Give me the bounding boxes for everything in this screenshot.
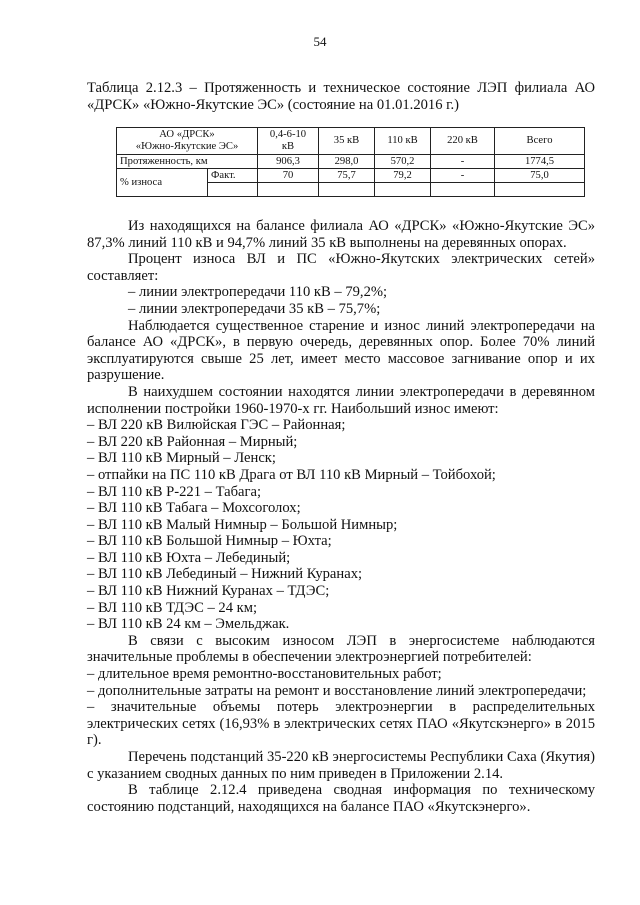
list-item: – линии электропередачи 110 кВ – 79,2%; [128, 284, 388, 301]
wear-label: % износа [117, 169, 208, 197]
list-item: – длительное время ремонтно-восстановительных работ; [87, 666, 442, 683]
paragraph: Процент износа ВЛ и ПС «Южно-Якутских электрических сетей» составляет: [87, 251, 595, 284]
paragraph: Наблюдается существенное старение и износ линий электропередачи на балансе АО «ДРСК», в первую очередь, деревянных опор. Более 70% линий эксплуатируются свыше 25 лет, имеет место массовое загнивание опор и их разрушение. [87, 317, 595, 384]
table-row-fact [117, 169, 585, 183]
paragraph: Из находящихся на балансе филиала АО «ДРСК» «Южно-Якутские ЭС» 87,3% линий 110 кВ и 94,7% линий 35 кВ выполнены на деревянных опорах. [87, 218, 595, 251]
header-voltage-low-line1: 0,4-6-10 [269, 129, 307, 140]
table-row-length [117, 155, 585, 169]
paragraph: В таблице 2.12.4 приведена сводная информация по техническому состоянию подстанций, находящихся на балансе ПАО «Якутскэнерго». [87, 782, 595, 815]
body-text [87, 218, 595, 815]
list-item: – ВЛ 110 кВ Юхта – Лебединый; [87, 549, 291, 566]
table-cell-empty [495, 183, 585, 197]
table-cell: 75,0 [495, 169, 585, 183]
header-org-line1: АО «ДРСК» [159, 129, 215, 140]
list-item: – ВЛ 110 кВ ТДЭС – 24 км; [87, 599, 258, 616]
paragraph: В связи с высоким износом ЛЭП в энергосистеме наблюдаются значительные проблемы в обеспечении электроэнергией потребителей: [87, 632, 595, 666]
list-item: – дополнительные затраты на ремонт и восстановление линий электропередачи; [87, 682, 587, 699]
list-item: – ВЛ 110 кВ Р-221 – Табага; [87, 483, 262, 500]
list-item: – линии электропередачи 35 кВ – 75,7%; [128, 300, 381, 317]
table-cell: 1774,5 [495, 155, 585, 169]
header-voltage-low-cell [258, 128, 319, 155]
header-110kv: 110 кВ [375, 128, 431, 155]
header-35kv: 35 кВ [319, 128, 375, 155]
table-cell-empty [258, 183, 319, 197]
table-cell: 79,2 [375, 169, 431, 183]
table-cell: - [431, 155, 495, 169]
paragraph: Перечень подстанций 35-220 кВ энергосистемы Республики Саха (Якутия) с указанием сводных данных по ним приведен в Приложении 2.14. [87, 749, 595, 782]
page-number: 54 [313, 34, 327, 49]
list-item: – ВЛ 110 кВ 24 км – Эмельджак. [87, 616, 290, 633]
list-item: – ВЛ 110 кВ Лебединый – Нижний Куранах; [87, 566, 363, 583]
table-header-row [117, 128, 585, 155]
list-item: – ВЛ 110 кВ Малый Нимныр – Большой Нимныр; [87, 516, 398, 533]
list-item: – ВЛ 110 кВ Нижний Куранах – ТДЭС; [87, 583, 330, 600]
row-length-label: Протяженность, км [117, 155, 258, 169]
fact-label: Факт. [208, 169, 258, 183]
table-cell: 75,7 [319, 169, 375, 183]
table-cell: 298,0 [319, 155, 375, 169]
table-cell-empty [319, 183, 375, 197]
table-cell: 906,3 [258, 155, 319, 169]
paragraph: В наихудшем состоянии находятся линии электропередачи в деревянном исполнении постройки 1960-1970-х гг. Наибольший износ имеют: [87, 383, 595, 417]
header-voltage-low-line2: кВ [281, 141, 295, 152]
header-org-line2: «Южно-Якутские ЭС» [135, 141, 239, 152]
list-item: – ВЛ 220 кВ Вилюйская ГЭС – Районная; [87, 417, 346, 434]
list-item: – отпайки на ПС 110 кВ Драга от ВЛ 110 кВ Мирный – Тойбохой; [87, 466, 496, 483]
list-item: – ВЛ 110 кВ Мирный – Ленск; [87, 450, 276, 467]
table-caption: Таблица 2.12.3 – Протяженность и техническое состояние ЛЭП филиала АО «ДРСК» «Южно-Якутские ЭС» (состояние на 01.01.2016 г.) [87, 80, 595, 113]
table-cell-empty [375, 183, 431, 197]
list-item: – ВЛ 110 кВ Табага – Мохсоголох; [87, 500, 301, 517]
table-cell-empty [431, 183, 495, 197]
table-cell: - [431, 169, 495, 183]
table-cell-empty [208, 183, 258, 197]
table-cell: 70 [258, 169, 319, 183]
header-total: Всего [495, 128, 585, 155]
header-220kv: 220 кВ [431, 128, 495, 155]
table-cell: 570,2 [375, 155, 431, 169]
header-org-cell [117, 128, 258, 155]
list-item: – значительные объемы потерь электроэнергии в распределительных электрических сетях (16,93% в электрических сетях ПАО «Якутскэнерго» в 2015 г). [87, 699, 595, 749]
lep-table [116, 127, 585, 197]
list-item: – ВЛ 110 кВ Большой Нимныр – Юхта; [87, 533, 332, 550]
list-item: – ВЛ 220 кВ Районная – Мирный; [87, 433, 298, 450]
